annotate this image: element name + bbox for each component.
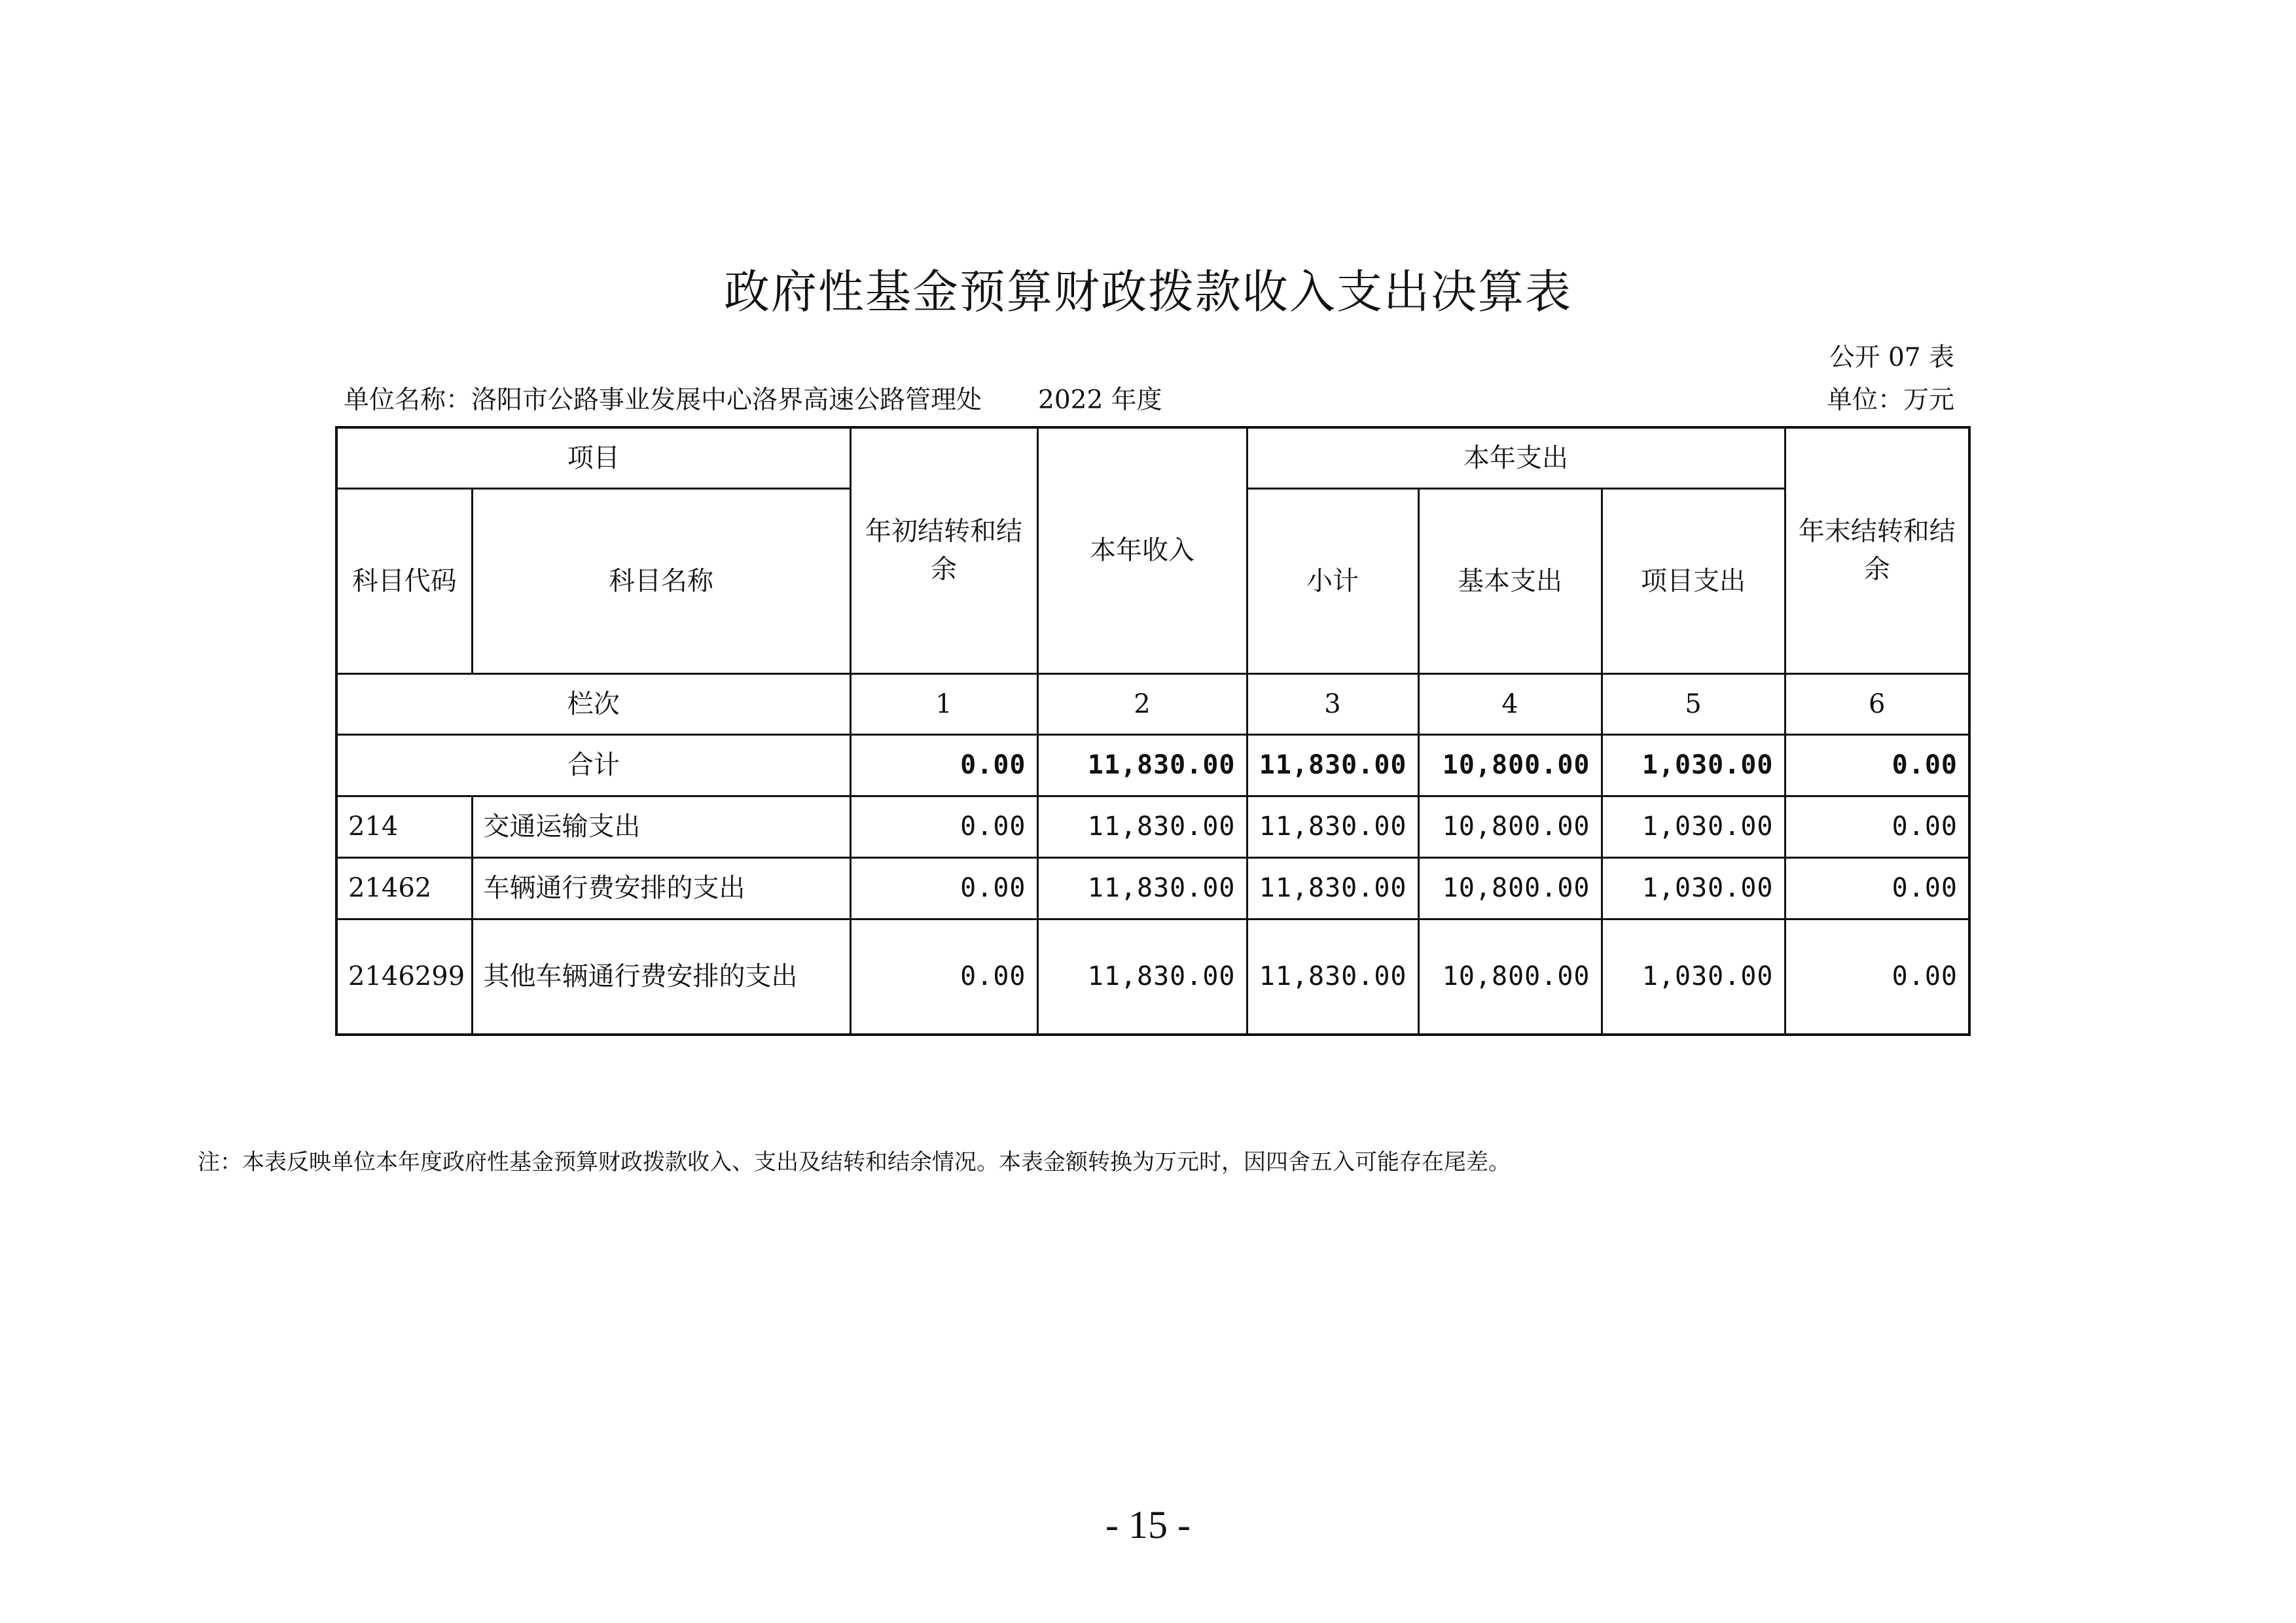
- row-value: 11,830.00: [1247, 857, 1418, 919]
- column-index: 4: [1418, 673, 1602, 734]
- header-income: 本年收入: [1037, 427, 1247, 673]
- header-begin-balance: 年初结转和结余: [850, 427, 1037, 673]
- header-project-exp: 项目支出: [1602, 488, 1785, 673]
- fiscal-year: 2022 年度: [1038, 385, 1162, 415]
- row-name: 交通运输支出: [472, 796, 850, 857]
- row-value: 0.00: [850, 919, 1037, 1035]
- row-value: 1,030.00: [1602, 796, 1785, 857]
- header-project: 项目: [336, 427, 850, 488]
- column-index: 1: [850, 673, 1037, 734]
- row-value: 11,830.00: [1037, 857, 1247, 919]
- row-value: 0.00: [850, 857, 1037, 919]
- column-index: 3: [1247, 673, 1418, 734]
- total-value: 11,830.00: [1037, 734, 1247, 796]
- column-index: 5: [1602, 673, 1785, 734]
- row-value: 1,030.00: [1602, 919, 1785, 1035]
- total-label: 合计: [336, 734, 850, 796]
- column-index: 2: [1037, 673, 1247, 734]
- header-name: 科目名称: [472, 488, 850, 673]
- row-code: 2146299: [336, 919, 472, 1035]
- total-row: [336, 734, 1969, 796]
- row-value: 0.00: [1785, 857, 1969, 919]
- footnote: 注：本表反映单位本年度政府性基金预算财政拨款收入、支出及结转和结余情况。本表金额转换为万元时，因四舍五入可能存在尾差。: [198, 1149, 1511, 1175]
- total-value: 10,800.00: [1418, 734, 1602, 796]
- row-value: 0.00: [1785, 919, 1969, 1035]
- page-number: - 15 -: [1105, 1503, 1191, 1546]
- row-value: 1,030.00: [1602, 857, 1785, 919]
- row-value: 10,800.00: [1418, 919, 1602, 1035]
- form-number: 公开 07 表: [1829, 343, 1954, 372]
- header-code: 科目代码: [336, 488, 472, 673]
- row-code: 214: [336, 796, 472, 857]
- header-subtotal: 小计: [1247, 488, 1418, 673]
- row-name: 车辆通行费安排的支出: [472, 857, 850, 919]
- row-value: 11,830.00: [1037, 919, 1247, 1035]
- header-end-balance: 年末结转和结余: [1785, 427, 1969, 673]
- total-value: 1,030.00: [1602, 734, 1785, 796]
- total-value: 0.00: [850, 734, 1037, 796]
- budget-table: [335, 426, 1971, 1036]
- table-row: [336, 919, 1969, 1035]
- column-index: 6: [1785, 673, 1969, 734]
- column-index-row: [336, 673, 1969, 734]
- row-code: 21462: [336, 857, 472, 919]
- row-value: 0.00: [1785, 796, 1969, 857]
- row-value: 11,830.00: [1247, 919, 1418, 1035]
- row-value: 11,830.00: [1037, 796, 1247, 857]
- row-value: 11,830.00: [1247, 796, 1418, 857]
- row-value: 10,800.00: [1418, 857, 1602, 919]
- unit-name: 单位名称：洛阳市公路事业发展中心洛界高速公路管理处: [344, 385, 982, 415]
- unit-info: [344, 380, 1162, 416]
- row-value: 10,800.00: [1418, 796, 1602, 857]
- header-expense: 本年支出: [1247, 427, 1785, 488]
- page-title: 政府性基金预算财政拨款收入支出决算表: [724, 265, 1572, 319]
- table-row: [336, 857, 1969, 919]
- header-basic: 基本支出: [1418, 488, 1602, 673]
- table-row: [336, 796, 1969, 857]
- total-value: 11,830.00: [1247, 734, 1418, 796]
- total-value: 0.00: [1785, 734, 1969, 796]
- header-row-1: [336, 427, 1969, 488]
- column-index-label: 栏次: [336, 673, 850, 734]
- row-value: 0.00: [850, 796, 1037, 857]
- row-name: 其他车辆通行费安排的支出: [472, 919, 850, 1035]
- currency-unit: 单位：万元: [1826, 385, 1954, 415]
